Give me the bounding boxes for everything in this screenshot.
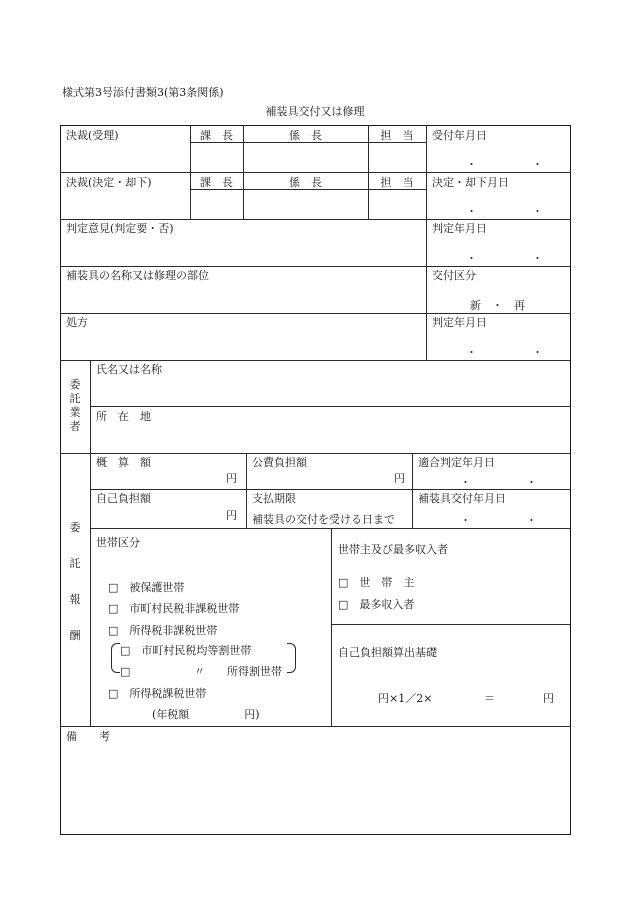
household-income-nontax-option[interactable]: □ 所得税非課税世帯	[108, 624, 218, 637]
subsection-chief-label: 係 長	[289, 129, 322, 142]
rule	[190, 142, 426, 143]
suitability-date-dots: ・ ・	[460, 476, 537, 489]
issue-date-dots: ・ ・	[460, 514, 537, 527]
opinion-label: 判定意見(判定要・否)	[66, 222, 174, 235]
delivery-type-options: 新 ・ 再	[470, 299, 525, 312]
annual-tax-label: (年税額 円)	[152, 708, 260, 721]
rule	[60, 219, 571, 220]
rule	[60, 726, 571, 727]
staff-label: 担 当	[380, 129, 414, 142]
remarks-label: 備 考	[66, 730, 110, 743]
judgement-date-dots: ・ ・	[466, 252, 543, 265]
public-yen: 円	[394, 472, 405, 485]
estimate-label: 概 算 額	[96, 456, 151, 469]
estimate-yen: 円	[226, 472, 237, 485]
rule	[60, 313, 571, 314]
contractor-side-label: 委託業者	[69, 378, 81, 433]
form-title: 補装具交付又は修理	[265, 105, 365, 118]
basis-equals: ＝	[484, 692, 495, 705]
rule	[412, 453, 413, 528]
form-number: 様式第3号添付書類3(第3条関係)	[62, 86, 224, 99]
section-chief-label-2: 課 長	[200, 176, 233, 189]
suitability-date-label: 適合判定年月日	[418, 456, 495, 469]
rule	[331, 624, 571, 625]
self-yen: 円	[226, 509, 237, 522]
rule	[90, 360, 91, 726]
household-income-tax-option[interactable]: □ 所得税課税世帯	[108, 687, 207, 700]
payment-due-label: 支払期限	[252, 492, 296, 505]
basis-formula: 円×1／2×	[378, 692, 433, 705]
rule	[90, 406, 571, 407]
issue-date-label: 補装具交付年月日	[418, 492, 506, 505]
receipt-date-dots: ・ ・	[466, 158, 543, 171]
rule	[90, 489, 571, 490]
head-of-household-option[interactable]: □ 世 帯 主	[338, 576, 415, 589]
head-label: 世帯主及び最多収入者	[338, 543, 448, 556]
contractor-address-label: 所 在 地	[96, 410, 151, 423]
rule	[60, 360, 571, 361]
receipt-date-label: 受付年月日	[432, 129, 487, 142]
payment-due-value: 補装具の交付を受ける日まで	[252, 513, 395, 526]
household-label: 世帯区分	[96, 536, 140, 549]
top-earner-option[interactable]: □ 最多収入者	[338, 598, 415, 611]
prescription-date-dots: ・ ・	[466, 346, 543, 359]
decision-date-dots: ・ ・	[466, 205, 543, 218]
bracket-right	[287, 643, 296, 673]
section-chief-label: 課 長	[200, 129, 233, 142]
household-equal-share-option[interactable]: □ 市町村民税均等割世帯	[120, 644, 252, 657]
rule	[190, 189, 426, 190]
rule	[60, 453, 571, 454]
household-welfare-option[interactable]: □ 被保護世帯	[108, 581, 185, 594]
rule	[60, 172, 571, 173]
self-label: 自己負担額	[96, 492, 151, 505]
decision-approval-label: 決裁(決定・却下)	[66, 176, 152, 189]
household-income-share-box[interactable]: □	[120, 665, 131, 678]
item-label: 補装具の名称又は修理の部位	[66, 269, 209, 282]
household-municipal-nontax-option[interactable]: □ 市町村民税非課税世帯	[108, 602, 240, 615]
judgement-date-label: 判定年月日	[432, 222, 487, 235]
rule	[331, 528, 332, 726]
basis-yen: 円	[543, 692, 554, 705]
subsection-chief-label-2: 係 長	[289, 176, 322, 189]
delivery-type-label: 交付区分	[432, 269, 476, 282]
prescription-label: 処方	[66, 316, 88, 329]
rule	[426, 125, 427, 360]
receipt-approval-label: 決裁(受理)	[66, 129, 119, 142]
income-share-label: 所得割世帯	[227, 665, 282, 678]
decision-date-label: 決定・却下月日	[432, 176, 509, 189]
ditto-mark: 〃	[194, 665, 205, 678]
fee-side-label: 委託報酬	[69, 521, 81, 642]
bracket-left	[111, 643, 120, 673]
rule	[60, 266, 571, 267]
contractor-name-label: 氏名又は名称	[96, 363, 162, 376]
staff-label-2: 担 当	[380, 176, 414, 189]
basis-label: 自己負担額算出基礎	[338, 646, 437, 659]
public-label: 公費負担額	[252, 456, 307, 469]
prescription-date-label: 判定年月日	[432, 316, 487, 329]
rule	[246, 453, 247, 528]
